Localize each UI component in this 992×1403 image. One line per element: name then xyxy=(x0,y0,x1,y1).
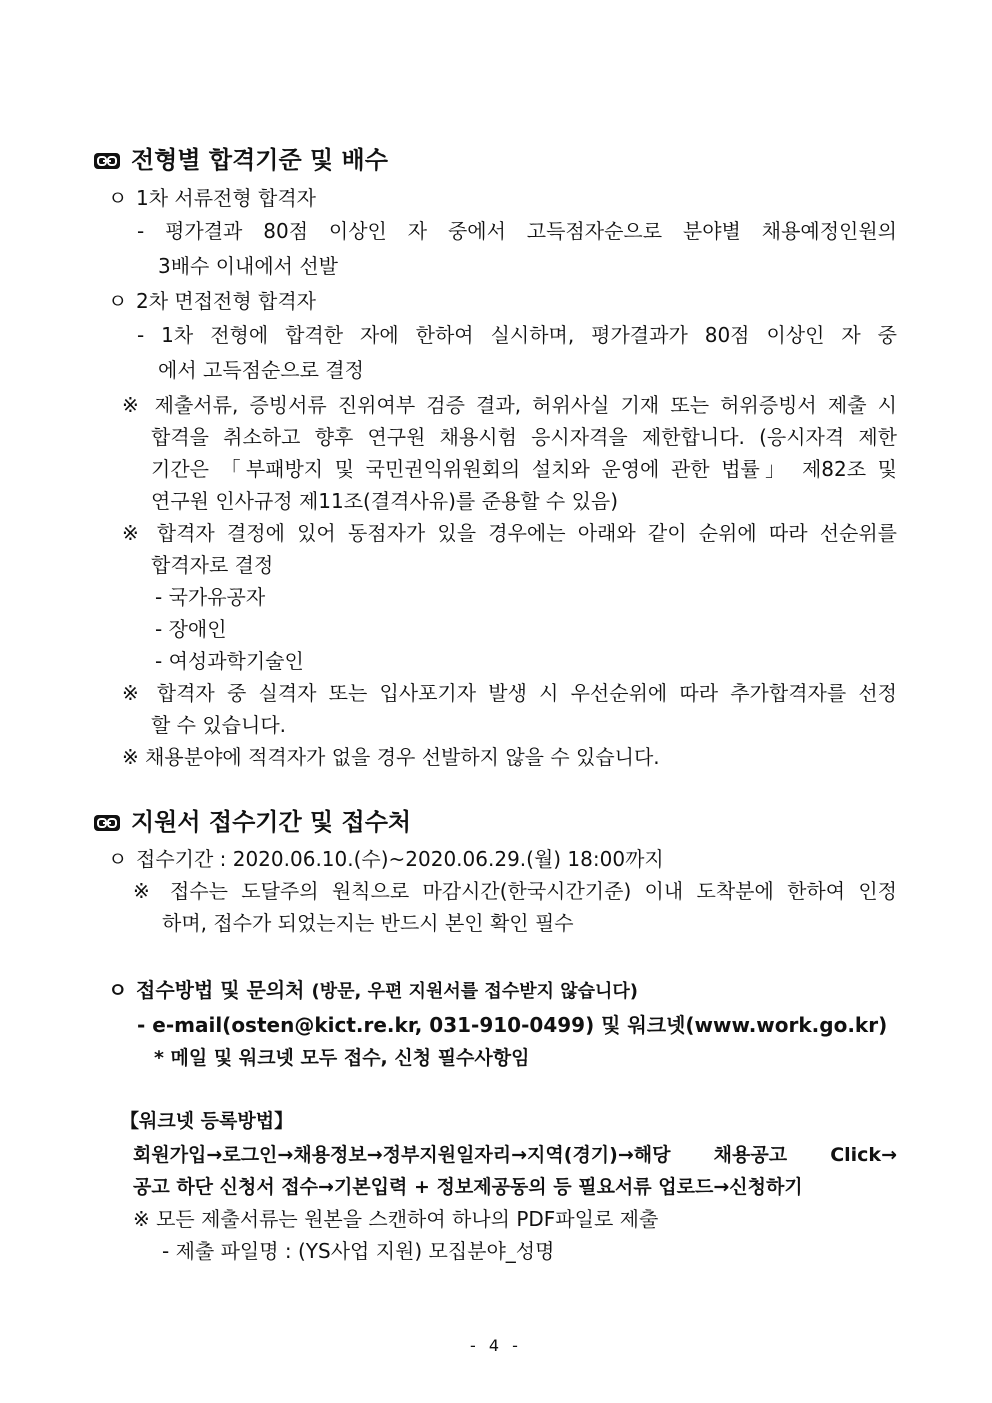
priority-item: - 장애인 xyxy=(155,617,227,641)
note-line: 합격자로 결정 xyxy=(151,553,274,577)
note-line: ※ 제출서류, 증빙서류 진위여부 검증 결과, 허위사실 기재 또는 허위증빙서 제출 시 xyxy=(122,393,897,417)
item-desc-line: 에서 고득점순으로 결정 xyxy=(158,358,364,382)
worknet-heading: 【워크넷 등록방법】 xyxy=(120,1110,294,1132)
method-title-note: (방문, 우편 지원서를 접수받지 않습니다) xyxy=(311,981,639,1002)
item-desc-line: - 평가결과 80점 이상인 자 중에서 고득점자순으로 분야별 채용예정인원의 xyxy=(137,219,897,243)
note-line: 하며, 접수가 되었는지는 반드시 본인 확인 필수 xyxy=(162,911,574,935)
item-desc-line: 3배수 이내에서 선발 xyxy=(158,254,338,278)
note-line: 기간은 「부패방지 및 국민권익위원회의 설치와 운영에 관한 법률」 제82조 및 xyxy=(151,457,897,481)
note-line: ※ 합격자 중 실격자 또는 입사포기자 발생 시 우선순위에 따라 추가합격자를 선정 xyxy=(122,681,897,705)
scan-note: ※ 모든 제출서류는 원본을 스캔하여 하나의 PDF파일로 제출 xyxy=(133,1207,659,1231)
required-note: * 메일 및 워크넷 모두 접수, 신청 필수사항임 xyxy=(154,1047,530,1069)
application-period: 접수기간 : 2020.06.10.(수)~2020.06.29.(월) 18:00까지 xyxy=(136,847,664,871)
method-title-text: 접수방법 및 문의처 xyxy=(136,978,305,1002)
note-line: 연구원 인사규정 제11조(결격사유)를 준용할 수 있음) xyxy=(151,489,619,513)
note-line: ※ 합격자 결정에 있어 동점자가 있을 경우에는 아래와 같이 순위에 따라 선순위를 xyxy=(122,521,897,545)
page-number: - 4 - xyxy=(470,1336,522,1355)
section-title-selection-criteria: 전형별 합격기준 및 배수 xyxy=(131,146,388,174)
method-title xyxy=(136,975,638,1007)
worknet-steps-line: 회원가입→로그인→채용정보→정부지원일자리→지역(경기)→해당 채용공고 Click→ xyxy=(133,1144,897,1166)
worknet-steps-line: 공고 하단 신청서 접수→기본입력 + 정보제공동의 등 필요서류 업로드→신청하기 xyxy=(133,1176,803,1198)
note-line: 할 수 있습니다. xyxy=(151,713,286,737)
note-line: 합격을 취소하고 향후 연구원 채용시험 응시자격을 제한합니다. (응시자격 제한 xyxy=(151,425,897,449)
filename-format: - 제출 파일명 : (YS사업 지원) 모집분야_성명 xyxy=(162,1239,555,1263)
priority-item: - 여성과학기술인 xyxy=(155,649,304,673)
section-title-application-period: 지원서 접수기간 및 접수처 xyxy=(131,808,412,836)
priority-item: - 국가유공자 xyxy=(155,585,266,609)
item-interview-screening: 2차 면접전형 합격자 xyxy=(136,289,316,313)
note-line: ※ 접수는 도달주의 원칙으로 마감시간(한국시간기준) 이내 도착분에 한하여 인정 xyxy=(133,879,897,903)
link-icon xyxy=(94,815,120,835)
contact-info: - e-mail(osten@kict.re.kr, 031-910-0499) 및 워크넷(www.work.go.kr) xyxy=(137,1013,888,1037)
bullet: ㅇ xyxy=(108,847,128,871)
link-icon xyxy=(94,153,120,173)
note-line: ※ 채용분야에 적격자가 없을 경우 선발하지 않을 수 있습니다. xyxy=(122,745,660,769)
item-desc-line: - 1차 전형에 합격한 자에 한하여 실시하며, 평가결과가 80점 이상인 자 중 xyxy=(137,323,897,347)
item-document-screening: 1차 서류전형 합격자 xyxy=(136,186,316,210)
bullet: ㅇ xyxy=(108,289,128,313)
bullet: ㅇ xyxy=(108,186,128,210)
bullet: ㅇ xyxy=(108,978,128,1002)
